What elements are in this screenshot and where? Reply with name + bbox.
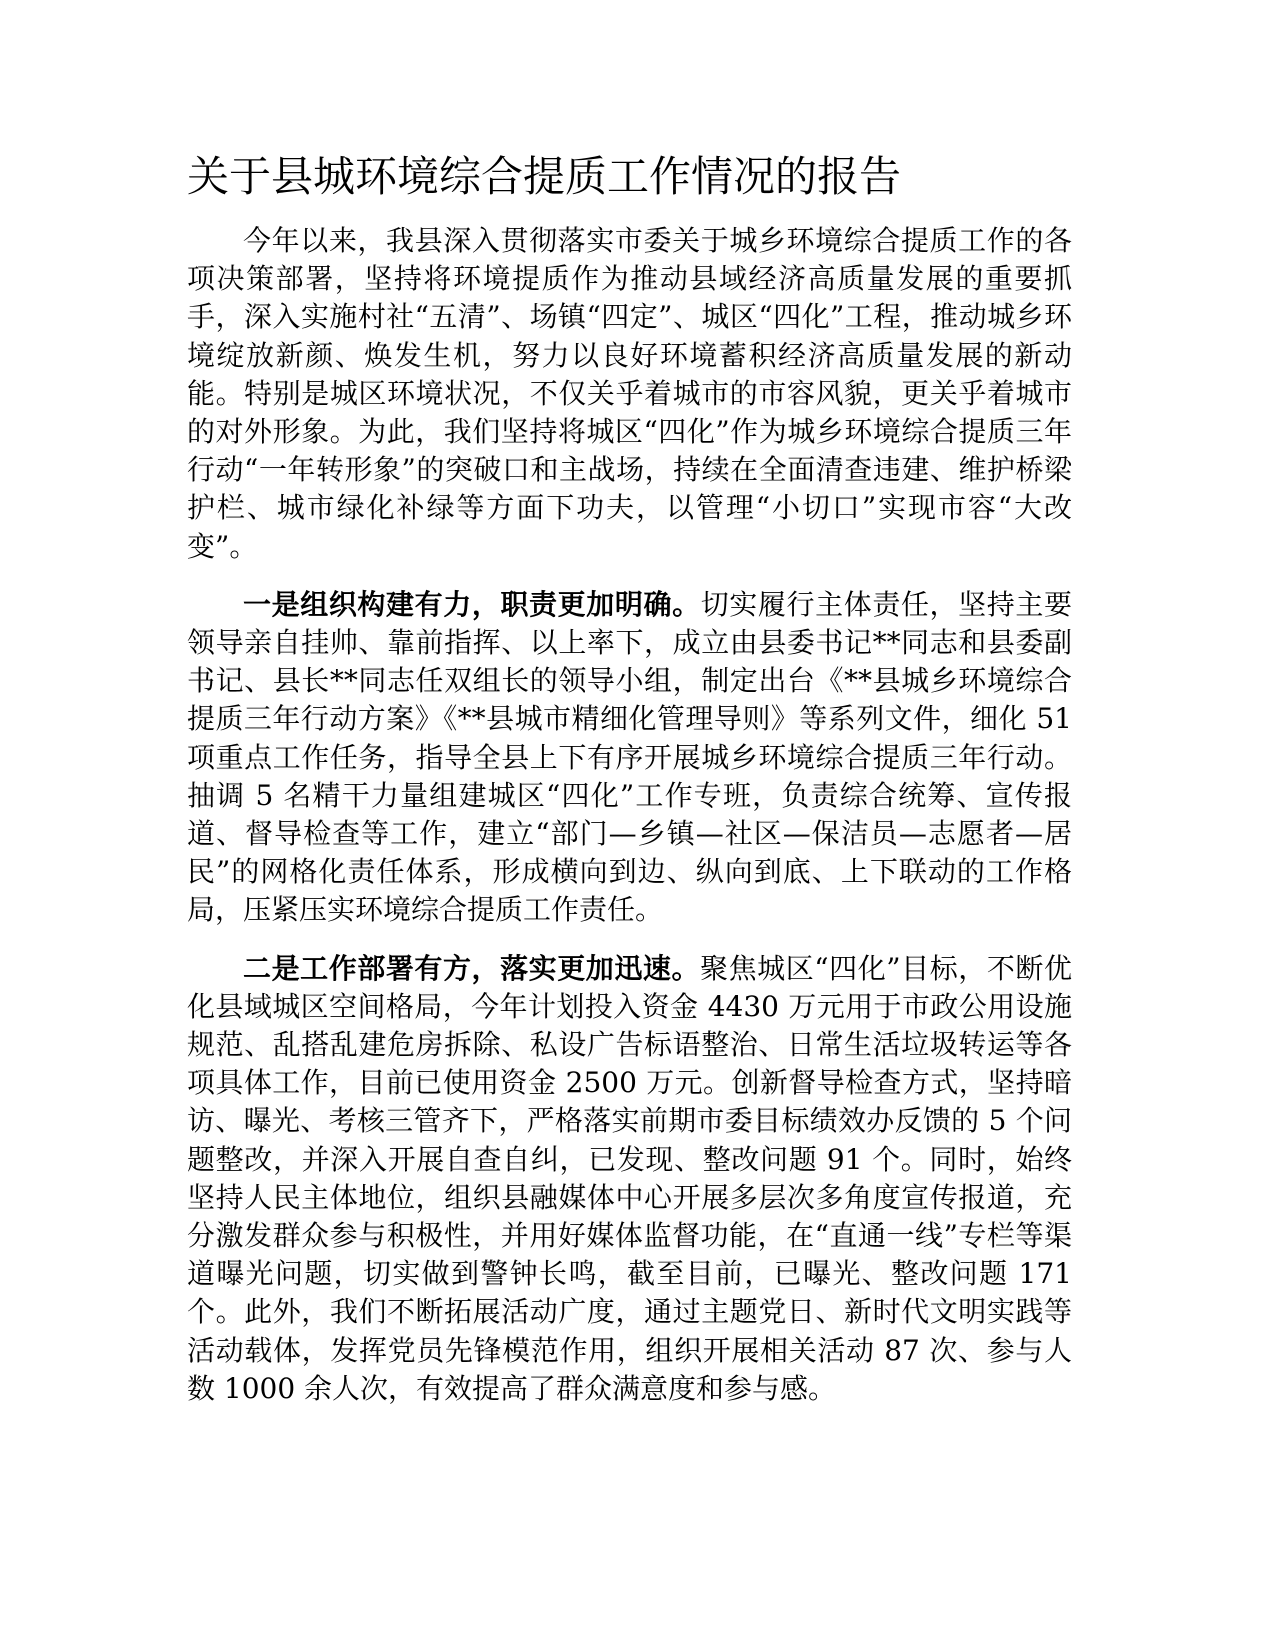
paragraph-lead: 二是工作部署有方，落实更加迅速。 (243, 951, 701, 985)
paragraph-lead: 一是组织构建有力，职责更加明确。 (243, 587, 701, 621)
paragraph-text: 切实履行主体责任，坚持主要领导亲自挂帅、靠前指挥、以上率下，成立由县委书记**同志和县委副书记、县长**同志任双组长的领导小组，制定出台《**县城乡环境综合提质三年行动方案》《**县城市精细化管理导则》等系列文件，细化 51 项重点工作任务，指导全县上下有序开展城乡环境综合提质三年行动。抽调 5 名精干力量组建城区“四化”工作专班，负责综合统筹、宣传报道、督导检查等工作，建立“部门—乡镇—社区—保洁员—志愿者—居民”的网格化责任体系，形成横向到边、纵向到底、上下联动的工作格局，压紧压实环境综合提质工作责任。 (187, 587, 1072, 927)
document-body (187, 148, 1072, 1408)
section-paragraph-deployment (187, 950, 1072, 1408)
paragraph-text: 今年以来，我县深入贯彻落实市委关于城乡环境综合提质工作的各项决策部署，坚持将环境提质作为推动县域经济高质量发展的重要抓手，深入实施村社“五清”、场镇“四定”、城区“四化”工程，推动城乡环境绽放新颜、焕发生机，努力以良好环境蓄积经济高质量发展的新动能。特别是城区环境状况，不仅关乎着城市的市容风貌，更关乎着城市的对外形象。为此，我们坚持将城区“四化”作为城乡环境综合提质三年行动“一年转形象”的突破口和主战场，持续在全面清查违建、维护桥梁护栏、城市绿化补绿等方面下功夫，以管理“小切口”实现市容“大改变”。 (187, 224, 1072, 563)
intro-paragraph (187, 222, 1072, 566)
section-paragraph-organization (187, 586, 1072, 930)
document-title: 关于县城环境综合提质工作情况的报告 (187, 152, 902, 201)
paragraph-text: 聚焦城区“四化”目标，不断优化县域城区空间格局，今年计划投入资金 4430 万元用于市政公用设施规范、乱搭乱建危房拆除、私设广告标语整治、日常生活垃圾转运等各项具体工作，目前已使用资金 2500 万元。创新督导检查方式，坚持暗访、曝光、考核三管齐下，严格落实前期市委目标绩效办反馈的 5 个问题整改，并深入开展自查自纠，已发现、整改问题 91 个。同时，始终坚持人民主体地位，组织县融媒体中心开展多层次多角度宣传报道，充分激发群众参与积极性，并用好媒体监督功能，在“直通一线”专栏等渠道曝光问题，切实做到警钟长鸣，截至目前，已曝光、整改问题 171 个。此外，我们不断拓展活动广度，通过主题党日、新时代文明实践等活动载体，发挥党员先锋模范作用，组织开展相关活动 87 次、参与人数 1000 余人次，有效提高了群众满意度和参与感。 (187, 951, 1072, 1405)
